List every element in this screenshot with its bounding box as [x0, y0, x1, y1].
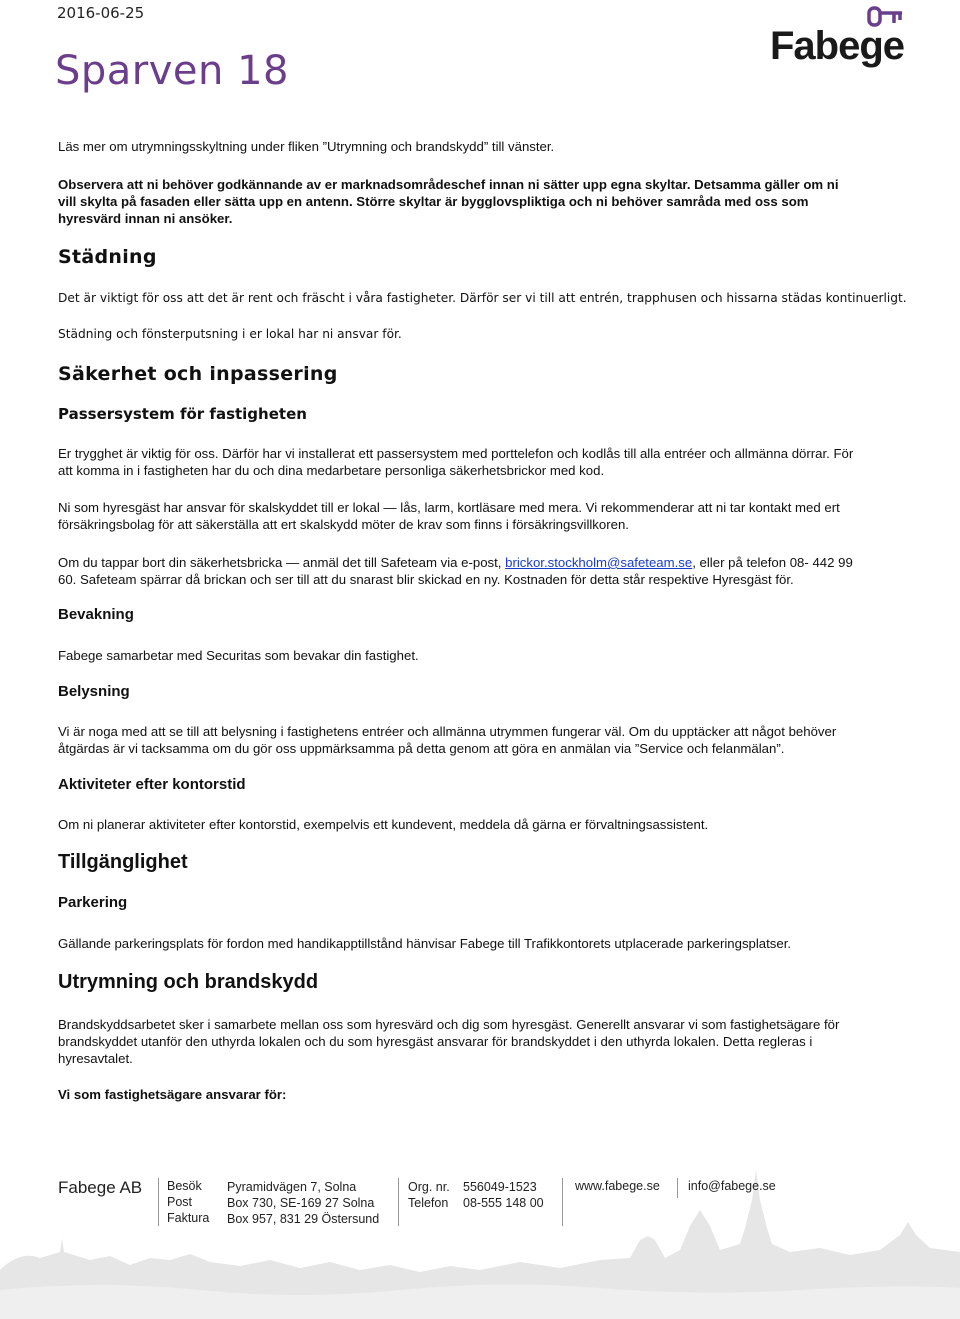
- svg-text:Fabege: Fabege: [770, 24, 905, 68]
- footer-label-faktura: Faktura: [167, 1211, 210, 1225]
- vi-som-fastighetsagare-text: Vi som fastighetsägare ansvarar för:: [58, 1087, 287, 1102]
- heading-sakerhet: Säkerhet och inpassering: [58, 363, 338, 385]
- page-title: Sparven 18: [55, 48, 289, 94]
- heading-stadning: Städning: [58, 246, 157, 268]
- brandskydd-text-b: brandskyddet utanför den uthyrda lokalen och du som hyresgäst ansvarar för brandskyddet i den uthyrda lokalen. Detta regleras i: [58, 1034, 813, 1049]
- parkering-text: Gällande parkeringsplats för fordon med handikapptillstånd hänvisar Fabege till Trafikkontorets utplacerade parkeringsplatser.: [58, 936, 792, 951]
- passersystem-text-2b: försäkringsbolag för att säkerställa att ert skalskydd möter de krav som finns i försäkringsvillkoren.: [58, 517, 629, 532]
- skyltar-line-2: vill skylta på fasaden eller sätta upp en antenn. Större skyltar är bygglovspliktiga och ni behöver samråda med oss som: [58, 194, 809, 209]
- footer-address-faktura: Box 957, 831 29 Östersund: [227, 1212, 380, 1226]
- passersystem-text-1a: Er trygghet är viktig för oss. Därför har vi installerat ett passersystem med porttelefon och kodlås till alla entréer och allmänna dörrar. För: [58, 446, 854, 461]
- passersystem-text-3b: 60. Safeteam spärrar då brickan och ser till att du snarast blir skickad en ny. Kostnaden för detta står respektive Hyresgäst för.: [58, 572, 794, 587]
- passersystem-text-3-pre: Om du tappar bort din säkerhetsbricka — anmäl det till Safeteam via e-post,: [58, 555, 506, 570]
- brandskydd-text-a: Brandskyddsarbetet sker i samarbete mellan oss som hyresvärd och dig som hyresgäst. Generellt ansvarar vi som fastighetsägare för: [58, 1017, 840, 1032]
- belysning-text-b: åtgärdas är vi tacksamma om du gör oss uppmärksamma på detta genom att göra en anmälan via ”Service och felanmälan”.: [58, 741, 785, 756]
- footer-address-post: Box 730, SE-169 27 Solna: [227, 1196, 375, 1210]
- document-date: 2016-06-25: [57, 4, 145, 22]
- heading-bevakning: Bevakning: [58, 606, 134, 623]
- skyltar-line-3: hyresvärd innan ni ansöker.: [58, 211, 233, 226]
- footer-label-post: Post: [167, 1195, 193, 1209]
- footer-phone-label: Telefon: [408, 1196, 449, 1210]
- stadning-text-2: Städning och fönsterputsning i er lokal har ni ansvar för.: [58, 327, 402, 341]
- footer-web-link[interactable]: www.fabege.se: [575, 1179, 660, 1193]
- heading-passersystem: Passersystem för fastigheten: [58, 405, 307, 423]
- footer-org-value: 556049-1523: [463, 1180, 537, 1194]
- passersystem-text-3-post: , eller på telefon 08- 442 99: [692, 555, 853, 570]
- heading-utrymning: Utrymning och brandskydd: [58, 971, 319, 993]
- fabege-logo: [770, 4, 905, 70]
- belysning-text-a: Vi är noga med att se till att belysning i fastighetens entréer och allmänna utrymmen fungerar väl. Om du upptäcker att något behöver: [58, 724, 837, 739]
- heading-tillganglighet: Tillgänglighet: [58, 851, 188, 873]
- heading-parkering: Parkering: [58, 894, 128, 911]
- footer-email-link[interactable]: info@fabege.se: [688, 1179, 776, 1193]
- footer-label-besok: Besök: [167, 1179, 202, 1193]
- footer-divider: [398, 1178, 399, 1226]
- heading-aktiviteter: Aktiviteter efter kontorstid: [58, 776, 246, 793]
- footer-org-label: Org. nr.: [408, 1180, 450, 1194]
- heading-belysning: Belysning: [58, 683, 130, 700]
- safeteam-email-link[interactable]: brickor.stockholm@safeteam.se: [505, 555, 693, 570]
- skyltar-line-1: Observera att ni behöver godkännande av er marknadsområdeschef innan ni sätter upp egna skyltar. Detsamma gäller om ni: [58, 177, 839, 192]
- footer-company: Fabege AB: [58, 1178, 143, 1197]
- footer-phone-value: 08-555 148 00: [463, 1196, 544, 1210]
- passersystem-text-2a: Ni som hyresgäst har ansvar för skalskyddet till er lokal — lås, larm, kortläsare med mera. Vi rekommenderar att ni tar kontakt med ert: [58, 500, 840, 515]
- passersystem-text-1b: att komma in i fastigheten har du och dina medarbetare personliga säkerhetsbrickor med kod.: [58, 463, 605, 478]
- bevakning-text: Fabege samarbetar med Securitas som bevakar din fastighet.: [58, 648, 419, 663]
- utrymning-intro-text: Läs mer om utrymningsskyltning under fliken ”Utrymning och brandskydd” till vänster.: [58, 139, 555, 154]
- footer: [0, 1140, 960, 1319]
- footer-divider: [677, 1178, 678, 1198]
- key-icon: [869, 8, 902, 25]
- footer-divider: [562, 1178, 563, 1226]
- stadning-text-1: Det är viktigt för oss att det är rent och fräscht i våra fastigheter. Därför ser vi till att entrén, trapphusen och hissarna städas kontinuerligt.: [58, 291, 907, 305]
- stockholm-skyline-graphic: [0, 1140, 960, 1319]
- footer-address-besok: Pyramidvägen 7, Solna: [227, 1180, 357, 1194]
- passersystem-text-3a: [58, 554, 908, 571]
- footer-divider: [158, 1178, 159, 1226]
- brandskydd-text-c: hyresavtalet.: [58, 1051, 133, 1066]
- aktiviteter-text: Om ni planerar aktiviteter efter kontorstid, exempelvis ett kundevent, meddela då gärna er förvaltningsassistent.: [58, 817, 709, 832]
